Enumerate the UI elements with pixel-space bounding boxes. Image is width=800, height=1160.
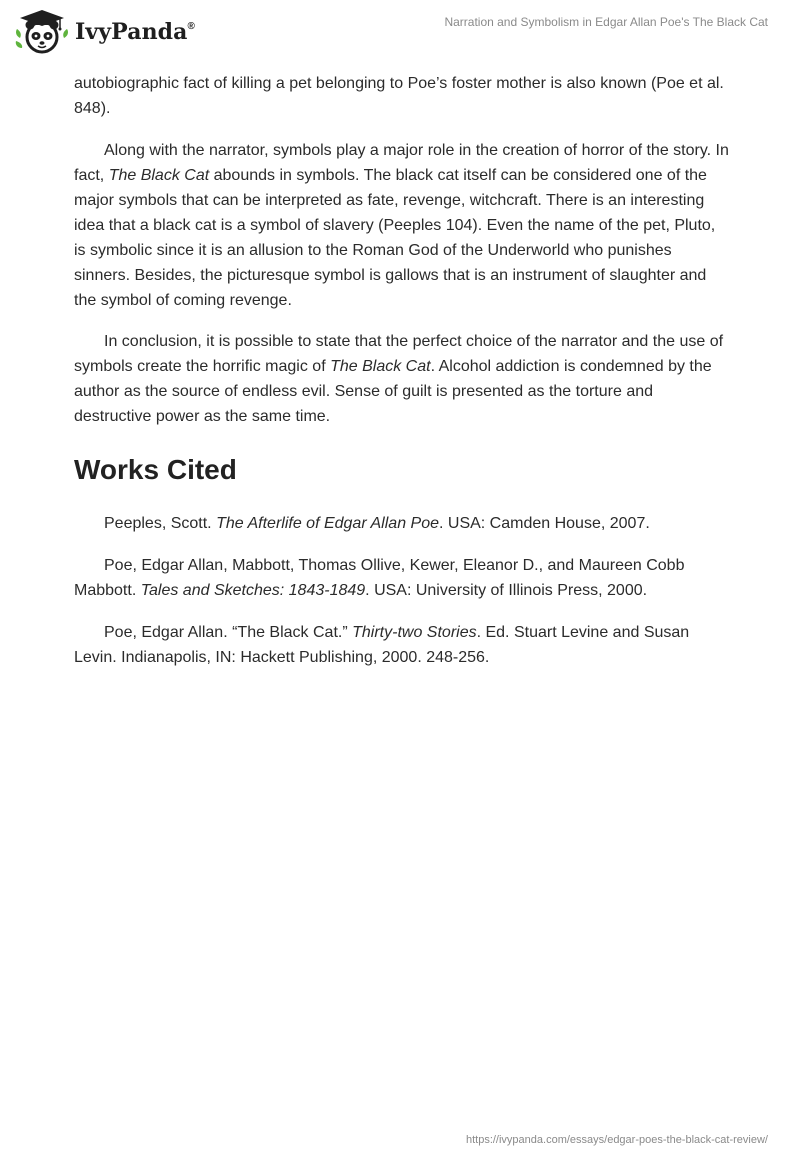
page-header <box>0 0 800 60</box>
source-url[interactable]: https://ivypanda.com/essays/edgar-poes-the-black-cat-review/ <box>465 1134 768 1146</box>
paragraph-continuation: autobiographic fact of killing a pet belonging to Poe’s foster mother is also known (Poe et al. 848). <box>74 75 724 117</box>
title-emphasis: Tales and Sketches: 1843-1849 <box>140 582 366 599</box>
text-run: Poe, Edgar Allan, Mabbott, Thomas Ollive, Kewer, Eleanor D., and Maureen Cobb Mabbott. <box>74 557 685 599</box>
title-emphasis: Thirty-two Stories <box>352 624 477 641</box>
text-run: Along with the narrator, symbols play a major role in the creation of horror of the story. In fact, <box>74 142 729 184</box>
text-run: . Alcohol addiction is condemned by the author as the source of endless evil. Sense of guilt is presented as the torture and destructive power as the same time. <box>74 358 712 425</box>
citation-peeples <box>74 511 730 536</box>
registered-mark: ® <box>187 20 195 32</box>
logo-text: IvyPanda <box>75 19 188 45</box>
ivypanda-logo[interactable] <box>14 8 195 56</box>
text-run: . USA: Camden House, 2007. <box>439 515 650 532</box>
panda-graduate-icon <box>14 8 70 56</box>
works-cited-heading: Works Cited <box>74 454 237 485</box>
text-run: Peeples, Scott. <box>104 515 217 532</box>
text-run: In conclusion, it is possible to state that the perfect choice of the narrator and the use of symbols create the horrific magic of <box>74 333 724 375</box>
text-run: abounds in symbols. The black cat itself can be considered one of the major symbols that can be interpreted as fate, revenge, witchcraft. There is an interesting idea that a black cat is a symbol of slavery (Peeples 104). Even the name of the pet, Pluto, is symbolic since it is an allusion to the Roman God of the Underworld who punishes sinners. Besides, the picturesque symbol is gallows that is an instrument of slaughter and the symbol of coming revenge. <box>74 167 716 309</box>
text-run: Poe, Edgar Allan. “The Black Cat.” <box>104 624 353 641</box>
title-emphasis: The Black Cat <box>108 167 210 184</box>
text-run: . Ed. Stuart Levine and Susan Levin. Indianapolis, IN: Hackett Publishing, 2000. 248-256. <box>74 624 690 666</box>
essay-content <box>74 71 730 687</box>
logo-wordmark <box>75 19 195 45</box>
citation-black-cat <box>74 620 730 670</box>
title-emphasis: The Black Cat <box>330 358 431 375</box>
citation-tales-sketches <box>74 553 730 603</box>
document-title: Narration and Symbolism in Edgar Allan Poe's The Black Cat <box>444 15 768 29</box>
paragraph-symbols <box>74 138 730 313</box>
text-run: . USA: University of Illinois Press, 2000. <box>365 582 648 599</box>
paragraph-conclusion <box>74 329 730 429</box>
title-emphasis: The Afterlife of Edgar Allan Poe <box>216 515 439 532</box>
